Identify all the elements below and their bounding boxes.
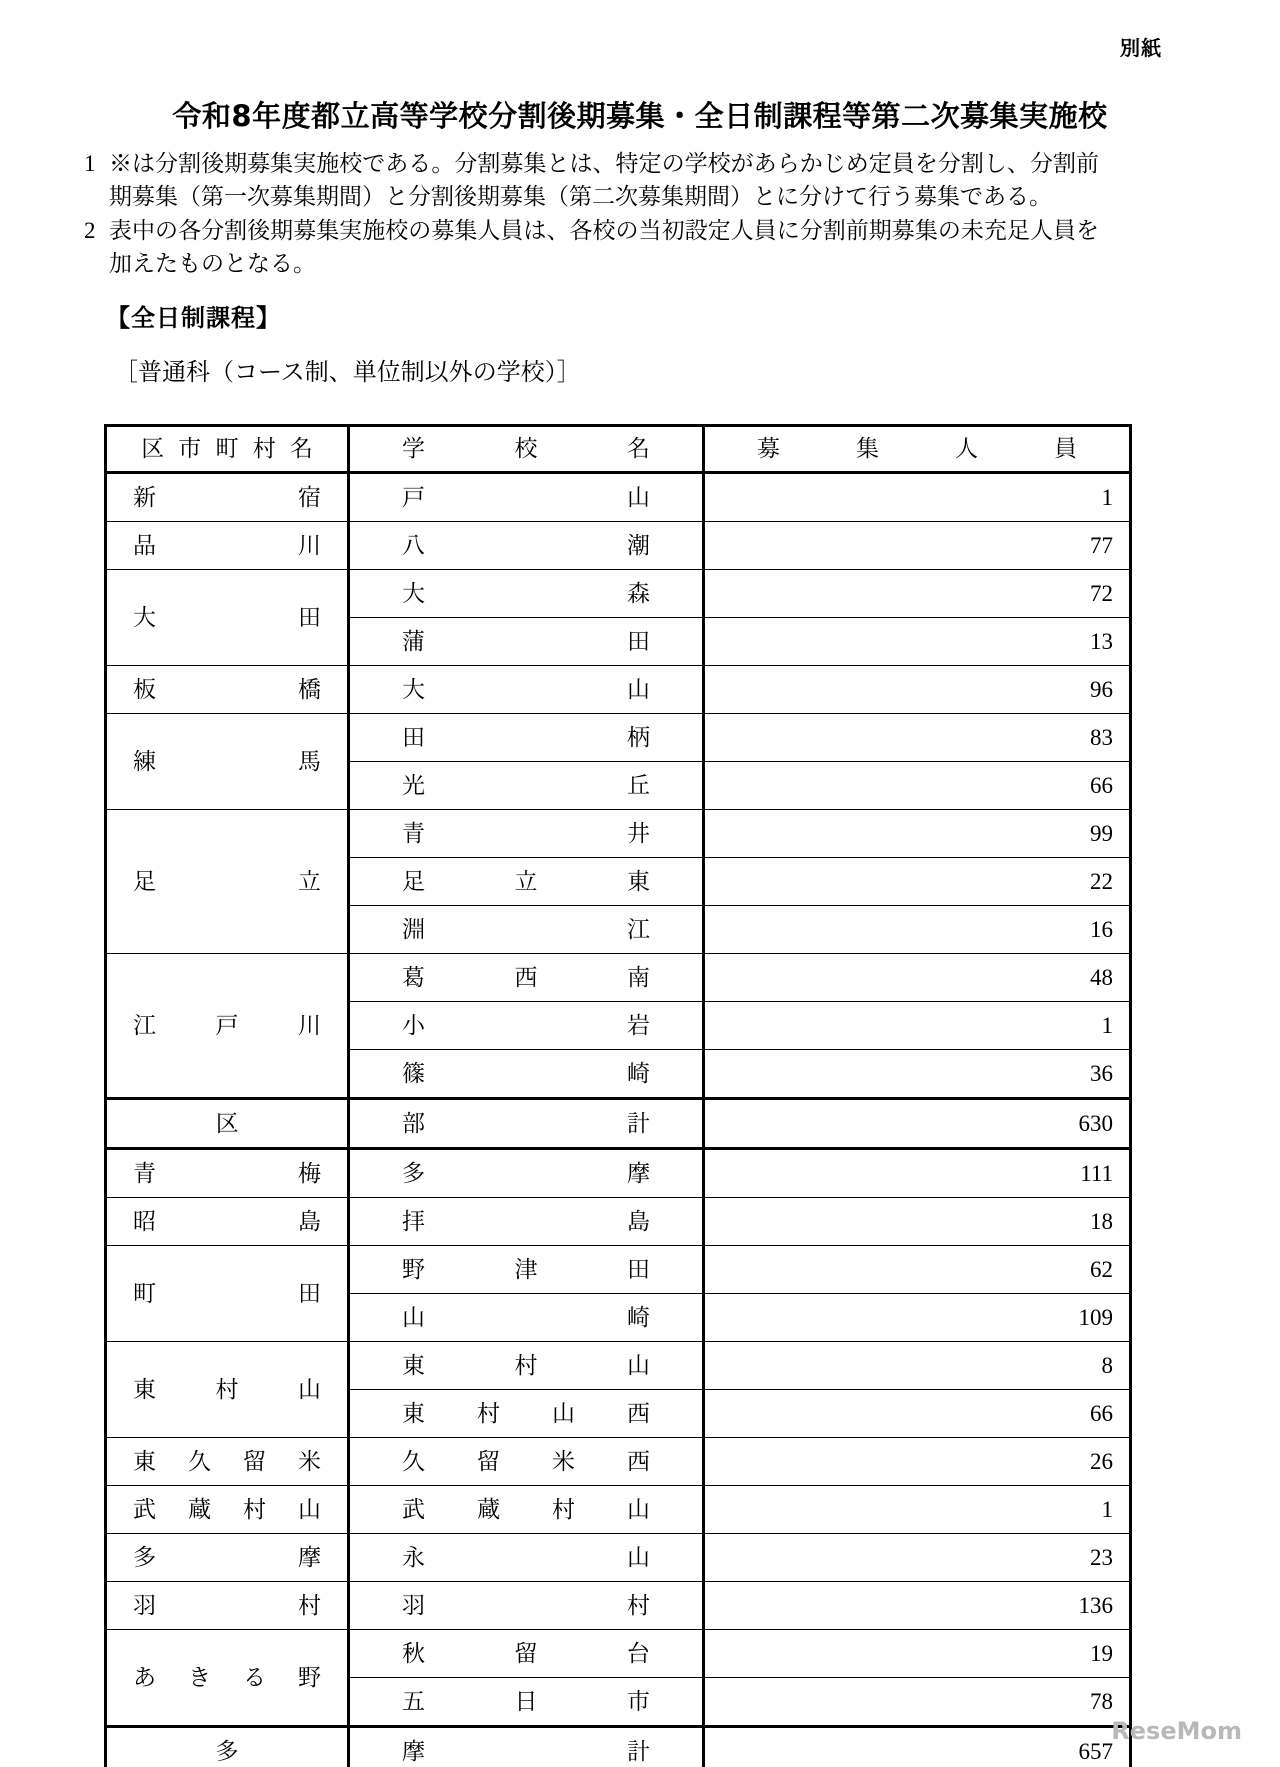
school-label: 田柄 (402, 724, 650, 750)
table-row (106, 1582, 1131, 1630)
cell-quota (704, 1582, 1131, 1630)
city-label: 品川 (133, 532, 321, 558)
page-title: 令和8年度都立高等学校分割後期募集・全日制課程等第二次募集実施校 (172, 99, 1108, 133)
quota-value: 48 (1090, 964, 1113, 990)
cell-city (106, 473, 349, 522)
subtotal-label: 部 計 (402, 1110, 650, 1136)
cell-subtotal-quota (704, 1727, 1131, 1767)
table-row (106, 714, 1131, 762)
cell-city (106, 810, 349, 954)
school-label: 五日市 (402, 1688, 650, 1714)
cell-quota (704, 1246, 1131, 1294)
city-label: 多摩 (133, 1544, 321, 1570)
cell-quota (704, 954, 1131, 1002)
note-number: 1 (84, 151, 96, 176)
cell-school (349, 618, 704, 666)
table-row (106, 1246, 1131, 1294)
column-header-city: 区市町村名 (106, 426, 349, 473)
school-label: 篠崎 (402, 1060, 650, 1086)
cell-school (349, 522, 704, 570)
cell-quota (704, 570, 1131, 618)
cell-school (349, 1246, 704, 1294)
notes-list (84, 148, 1099, 282)
note-text: ※は分割後期募集実施校である。分割募集とは、特定の学校があらかじめ定員を分割し、分割前期募集（第一次募集期間）と分割後期募集（第二次募集期間）とに分けて行う募集である。 (109, 151, 1099, 209)
cell-school (349, 954, 704, 1002)
table-row (106, 570, 1131, 618)
school-label: 蒲田 (402, 628, 650, 654)
cell-school (349, 762, 704, 810)
cell-school (349, 1149, 704, 1198)
school-label: 小岩 (402, 1012, 650, 1038)
school-label: 武蔵村山 (402, 1496, 650, 1522)
city-label: 江戸川 (133, 1012, 321, 1038)
cell-quota (704, 762, 1131, 810)
cell-city (106, 1438, 349, 1486)
quota-value: 1 (1101, 1496, 1113, 1522)
cell-quota (704, 1534, 1131, 1582)
quota-value: 18 (1090, 1208, 1113, 1234)
quota-value: 22 (1090, 868, 1113, 894)
cell-school (349, 714, 704, 762)
school-label: 葛西南 (402, 964, 650, 990)
cell-city (106, 714, 349, 810)
cell-quota (704, 473, 1131, 522)
table-row (106, 1438, 1131, 1486)
city-label: 東村山 (133, 1376, 321, 1402)
cell-quota (704, 666, 1131, 714)
city-label: 町田 (133, 1280, 321, 1306)
quota-value: 109 (1078, 1304, 1113, 1330)
school-label: 羽村 (402, 1592, 650, 1618)
table-body (106, 473, 1131, 1767)
column-header-quota: 募集人員 (704, 426, 1131, 473)
table-row (106, 1534, 1131, 1582)
table-row (106, 522, 1131, 570)
cell-quota (704, 1390, 1131, 1438)
quota-value: 83 (1090, 724, 1113, 750)
school-label: 青井 (402, 820, 650, 846)
cell-subtotal-label (349, 1727, 704, 1767)
cell-city (106, 522, 349, 570)
table-row (106, 473, 1131, 522)
cell-quota (704, 1002, 1131, 1050)
table-header-row (106, 426, 1131, 473)
cell-school (349, 1438, 704, 1486)
quota-value: 136 (1078, 1592, 1113, 1618)
cell-school (349, 666, 704, 714)
subsection-heading-general-course: ［普通科（コース制、単位制以外の学校）］ (114, 360, 581, 386)
table-row (106, 1149, 1131, 1198)
cell-city (106, 1534, 349, 1582)
city-label: 板橋 (133, 676, 321, 702)
city-label: 青梅 (133, 1160, 321, 1186)
city-label: 昭島 (133, 1208, 321, 1234)
school-label: 東村山西 (402, 1400, 650, 1426)
quota-value: 66 (1090, 772, 1113, 798)
cell-school (349, 1582, 704, 1630)
cell-subtotal-city (106, 1099, 349, 1149)
cell-school (349, 1630, 704, 1678)
quota-value: 23 (1090, 1544, 1113, 1570)
cell-school (349, 1486, 704, 1534)
quota-value: 16 (1090, 916, 1113, 942)
note-text: 表中の各分割後期募集実施校の募集人員は、各校の当初設定人員に分割前期募集の未充足人員を加えたものとなる。 (109, 217, 1099, 276)
cell-school (349, 858, 704, 906)
table-row (106, 666, 1131, 714)
school-label: 多摩 (402, 1160, 650, 1186)
quota-value: 36 (1090, 1060, 1113, 1086)
school-label: 秋留台 (402, 1640, 650, 1666)
school-label: 淵江 (402, 916, 650, 942)
recruitment-table (104, 424, 1132, 1767)
quota-value: 111 (1080, 1160, 1113, 1186)
quota-value: 78 (1090, 1688, 1113, 1714)
corner-tag: 別紙 (1120, 36, 1162, 60)
subtotal-quota-value: 630 (1078, 1110, 1113, 1136)
column-header-school: 学校名 (349, 426, 704, 473)
cell-school (349, 1294, 704, 1342)
cell-city (106, 1149, 349, 1198)
quota-value: 1 (1101, 1012, 1113, 1038)
cell-school (349, 1678, 704, 1727)
city-label: 武蔵村山 (133, 1496, 321, 1522)
section-heading-fulltime: 【全日制課程】 (106, 304, 281, 332)
cell-school (349, 1002, 704, 1050)
cell-quota (704, 1342, 1131, 1390)
cell-quota (704, 1149, 1131, 1198)
watermark-logo: ReseMom (1111, 1717, 1242, 1745)
quota-value: 62 (1090, 1256, 1113, 1282)
quota-value: 19 (1090, 1640, 1113, 1666)
cell-quota (704, 1050, 1131, 1099)
note-number: 2 (84, 217, 96, 243)
cell-quota (704, 522, 1131, 570)
cell-quota (704, 1678, 1131, 1727)
table-row (106, 1198, 1131, 1246)
school-label: 東村山 (402, 1352, 650, 1378)
school-label: 戸山 (402, 484, 650, 510)
cell-city (106, 666, 349, 714)
table-row (106, 954, 1131, 1002)
cell-quota (704, 906, 1131, 954)
subtotal-city-label: 区 (215, 1110, 239, 1136)
school-label: 足立東 (402, 868, 650, 894)
city-label: あきる野 (133, 1664, 321, 1690)
cell-quota (704, 1438, 1131, 1486)
cell-school (349, 1198, 704, 1246)
cell-city (106, 1582, 349, 1630)
cell-city (106, 1198, 349, 1246)
school-label: 大森 (402, 580, 650, 606)
subtotal-label: 摩 計 (402, 1738, 650, 1764)
note-item (84, 148, 1099, 214)
quota-value: 26 (1090, 1448, 1113, 1474)
quota-value: 8 (1101, 1352, 1113, 1378)
cell-school (349, 1534, 704, 1582)
cell-quota (704, 1630, 1131, 1678)
cell-city (106, 1246, 349, 1342)
school-label: 八潮 (402, 532, 650, 558)
city-label: 練馬 (133, 748, 321, 774)
school-label: 野津田 (402, 1256, 650, 1282)
cell-city (106, 1342, 349, 1438)
cell-quota (704, 810, 1131, 858)
cell-school (349, 1050, 704, 1099)
table-subtotal-row (106, 1099, 1131, 1149)
city-label: 羽村 (133, 1592, 321, 1618)
cell-city (106, 570, 349, 666)
cell-quota (704, 618, 1131, 666)
cell-city (106, 1630, 349, 1727)
cell-subtotal-label (349, 1099, 704, 1149)
quota-value: 66 (1090, 1400, 1113, 1426)
school-label: 大山 (402, 676, 650, 702)
table-row (106, 1342, 1131, 1390)
quota-value: 13 (1090, 628, 1113, 654)
recruitment-table-container (104, 424, 1129, 1767)
cell-school (349, 570, 704, 618)
table-row (106, 810, 1131, 858)
school-label: 拝島 (402, 1208, 650, 1234)
school-label: 永山 (402, 1544, 650, 1570)
subtotal-quota-value: 657 (1078, 1738, 1113, 1764)
note-item (84, 215, 1099, 281)
cell-city (106, 1486, 349, 1534)
city-label: 大田 (133, 604, 321, 630)
city-label: 東久留米 (133, 1448, 321, 1474)
cell-quota (704, 1294, 1131, 1342)
table-subtotal-row (106, 1727, 1131, 1767)
quota-value: 1 (1101, 484, 1113, 510)
cell-school (349, 473, 704, 522)
cell-school (349, 810, 704, 858)
city-label: 足立 (133, 868, 321, 894)
quota-value: 72 (1090, 580, 1113, 606)
cell-quota (704, 714, 1131, 762)
table-row (106, 1630, 1131, 1678)
cell-quota (704, 858, 1131, 906)
cell-city (106, 954, 349, 1099)
school-label: 光丘 (402, 772, 650, 798)
quota-value: 96 (1090, 676, 1113, 702)
cell-school (349, 1342, 704, 1390)
subtotal-city-label: 多 (215, 1738, 239, 1764)
table-header (106, 426, 1131, 473)
cell-quota (704, 1198, 1131, 1246)
city-label: 新宿 (133, 484, 321, 510)
cell-subtotal-quota (704, 1099, 1131, 1149)
school-label: 山崎 (402, 1304, 650, 1330)
table-row (106, 1486, 1131, 1534)
quota-value: 77 (1090, 532, 1113, 558)
cell-subtotal-city (106, 1727, 349, 1767)
school-label: 久留米西 (402, 1448, 650, 1474)
quota-value: 99 (1090, 820, 1113, 846)
cell-school (349, 1390, 704, 1438)
cell-school (349, 906, 704, 954)
cell-quota (704, 1486, 1131, 1534)
